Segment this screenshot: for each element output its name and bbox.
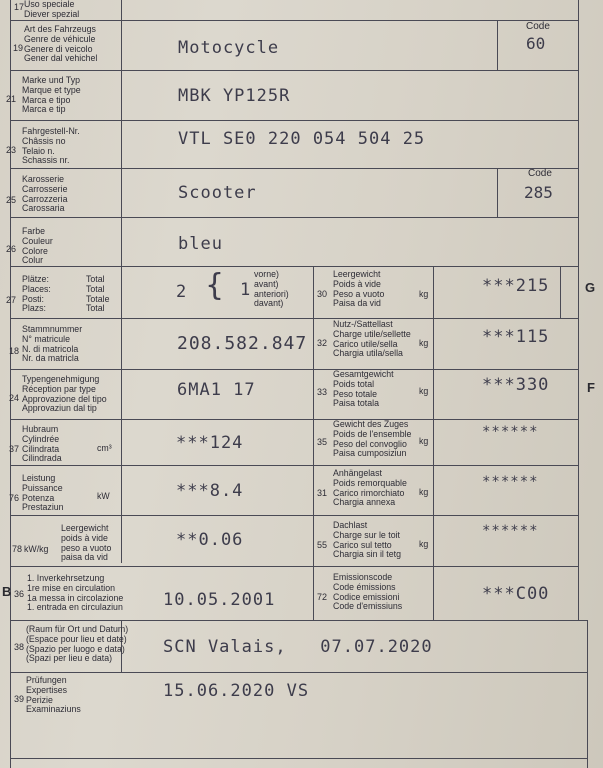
field-number-26: 26 bbox=[6, 244, 17, 254]
unit-55: kg bbox=[419, 539, 429, 549]
field-number-17: 17 bbox=[14, 2, 25, 12]
value-power-weight: **0.06 bbox=[176, 530, 244, 550]
field-number-55: 55 bbox=[317, 540, 328, 550]
side-mark-f: F bbox=[587, 380, 595, 395]
label-displacement: Hubraum Cylindrée Cilindrata Cilindrada bbox=[22, 424, 62, 464]
side-mark-b: B bbox=[2, 584, 12, 599]
label-master-number: Stammnummer N° matricule N. di matricola Nr. da matricla bbox=[22, 324, 83, 364]
label-vehicle-type: Art des Fahrzeugs Genre de véhicule Genere di veicolo Gener dal vehichel bbox=[24, 24, 98, 64]
label-seats: Plätze: Places: Posti: Plazs: bbox=[22, 274, 51, 314]
field-number-33: 33 bbox=[317, 387, 328, 397]
value-train-weight: ****** bbox=[482, 424, 539, 440]
label-train-weight: Gewicht des Zuges Poids de l'ensemble Peso del convoglio Paisa cumposiziun bbox=[333, 419, 412, 459]
field-number-23: 23 bbox=[6, 145, 17, 155]
value-make-model: MBK YP125R bbox=[178, 86, 291, 106]
field-number-78: 78 bbox=[12, 544, 23, 554]
value-first-registration: 10.05.2001 bbox=[163, 590, 276, 610]
unit-31: kg bbox=[419, 487, 429, 497]
unit-78: kW/kg bbox=[24, 544, 49, 554]
value-vehicle-type: Motocycle bbox=[178, 38, 280, 58]
field-number-25: 25 bbox=[6, 195, 17, 205]
unit-35: kg bbox=[419, 436, 429, 446]
value-chassis-number: VTL SE0 220 054 504 25 bbox=[178, 129, 426, 149]
label-special-use: Uso speciale Diever spezial bbox=[24, 0, 80, 19]
value-seats-front: 1 bbox=[240, 280, 252, 300]
field-number-76: 76 bbox=[9, 493, 20, 503]
unit-76: kW bbox=[97, 491, 110, 501]
unit-30: kg bbox=[419, 289, 429, 299]
code-header-19: Code bbox=[526, 21, 550, 32]
field-number-30: 30 bbox=[317, 289, 328, 299]
value-place-date: SCN Valais, 07.07.2020 bbox=[163, 637, 433, 657]
field-number-36: 36 bbox=[14, 589, 25, 599]
label-power: Leistung Puissance Potenza Prestaziun bbox=[22, 473, 64, 513]
field-number-31: 31 bbox=[317, 488, 328, 498]
field-number-18: 18 bbox=[9, 346, 20, 356]
label-empty-weight: Leergewicht Poids à vide Peso a vuoto Paisa da vid bbox=[333, 269, 385, 309]
value-roof-load: ****** bbox=[482, 523, 539, 539]
label-type-approval: Typengenehmigung Réception par type Approvazione del tipo Approvaziun dal tip bbox=[22, 374, 107, 414]
label-first-registration: 1. Inverkehrsetzung 1re mise en circulation 1a messa in circolazione 1. entrada en circulaziun bbox=[27, 573, 124, 613]
field-number-19: 19 bbox=[13, 43, 24, 53]
value-inspections: 15.06.2020 VS bbox=[163, 681, 310, 701]
label-roof-load: Dachlast Charge sur le toit Carico sul tetto Chargia sin il tetg bbox=[333, 520, 401, 560]
field-number-38: 38 bbox=[14, 642, 25, 652]
field-number-39: 39 bbox=[14, 694, 25, 704]
value-color: bleu bbox=[178, 234, 223, 254]
value-emission-code: ***C00 bbox=[482, 584, 550, 604]
label-color: Farbe Couleur Colore Colur bbox=[22, 226, 53, 266]
value-displacement: ***124 bbox=[176, 433, 244, 453]
value-payload: ***115 bbox=[482, 327, 550, 347]
field-number-35: 35 bbox=[317, 437, 328, 447]
label-make-model: Marke und Typ Marque et type Marca e tipo Marca e tip bbox=[22, 75, 81, 115]
value-trailer-load: ****** bbox=[482, 474, 539, 490]
label-power-weight: Leergewicht poids à vide peso a vuoto paisa da vid bbox=[61, 523, 112, 563]
field-number-27: 27 bbox=[6, 295, 17, 305]
unit-33: kg bbox=[419, 386, 429, 396]
value-total-weight: ***330 bbox=[482, 375, 550, 395]
field-number-37: 37 bbox=[9, 444, 20, 454]
value-body-type: Scooter bbox=[178, 183, 257, 203]
label-seats-total: Total Total Totale Total bbox=[86, 274, 110, 314]
unit-32: kg bbox=[419, 338, 429, 348]
side-mark-g: G bbox=[585, 280, 596, 295]
field-number-21: 21 bbox=[6, 94, 17, 104]
value-master-number: 208.582.847 bbox=[177, 333, 308, 354]
code-value-25: 285 bbox=[524, 183, 553, 202]
value-empty-weight: ***215 bbox=[482, 276, 550, 296]
label-inspections: Prüfungen Expertises Perizie Examinaziuns bbox=[26, 675, 81, 715]
field-number-32: 32 bbox=[317, 338, 328, 348]
label-seats-front: vorne) avant) anteriori) davant) bbox=[254, 269, 289, 309]
value-type-approval: 6MA1 17 bbox=[177, 380, 256, 400]
label-emission-code: Emissionscode Code émissions Codice emissioni Code d'emissiuns bbox=[333, 572, 403, 612]
label-total-weight: Gesamtgewicht Poids total Peso totale Paisa totala bbox=[333, 369, 394, 409]
value-seats-total: 2 bbox=[176, 282, 188, 302]
label-chassis-number: Fahrgestell-Nr. Châssis no Telaio n. Schassis nr. bbox=[22, 126, 80, 166]
unit-37: cm³ bbox=[97, 443, 112, 453]
value-power: ***8.4 bbox=[176, 481, 244, 501]
label-trailer-load: Anhängelast Poids remorquable Carico rimorchiato Chargia annexa bbox=[333, 468, 407, 508]
field-number-72: 72 bbox=[317, 592, 328, 602]
code-header-25: Code bbox=[528, 168, 552, 179]
label-payload: Nutz-/Sattellast Charge utile/sellette Carico utile/sella Chargia utila/sella bbox=[333, 319, 411, 359]
field-number-24: 24 bbox=[9, 393, 20, 403]
brace-mark: { bbox=[205, 268, 225, 303]
label-place-date: (Raum für Ort und Datum) (Espace pour lieu et date) (Spazio per luogo e data) (Spazi per lieu e data) bbox=[26, 624, 129, 664]
code-value-19: 60 bbox=[526, 34, 546, 53]
label-body-type: Karosserie Carrosserie Carrozzeria Carossaria bbox=[22, 174, 68, 214]
